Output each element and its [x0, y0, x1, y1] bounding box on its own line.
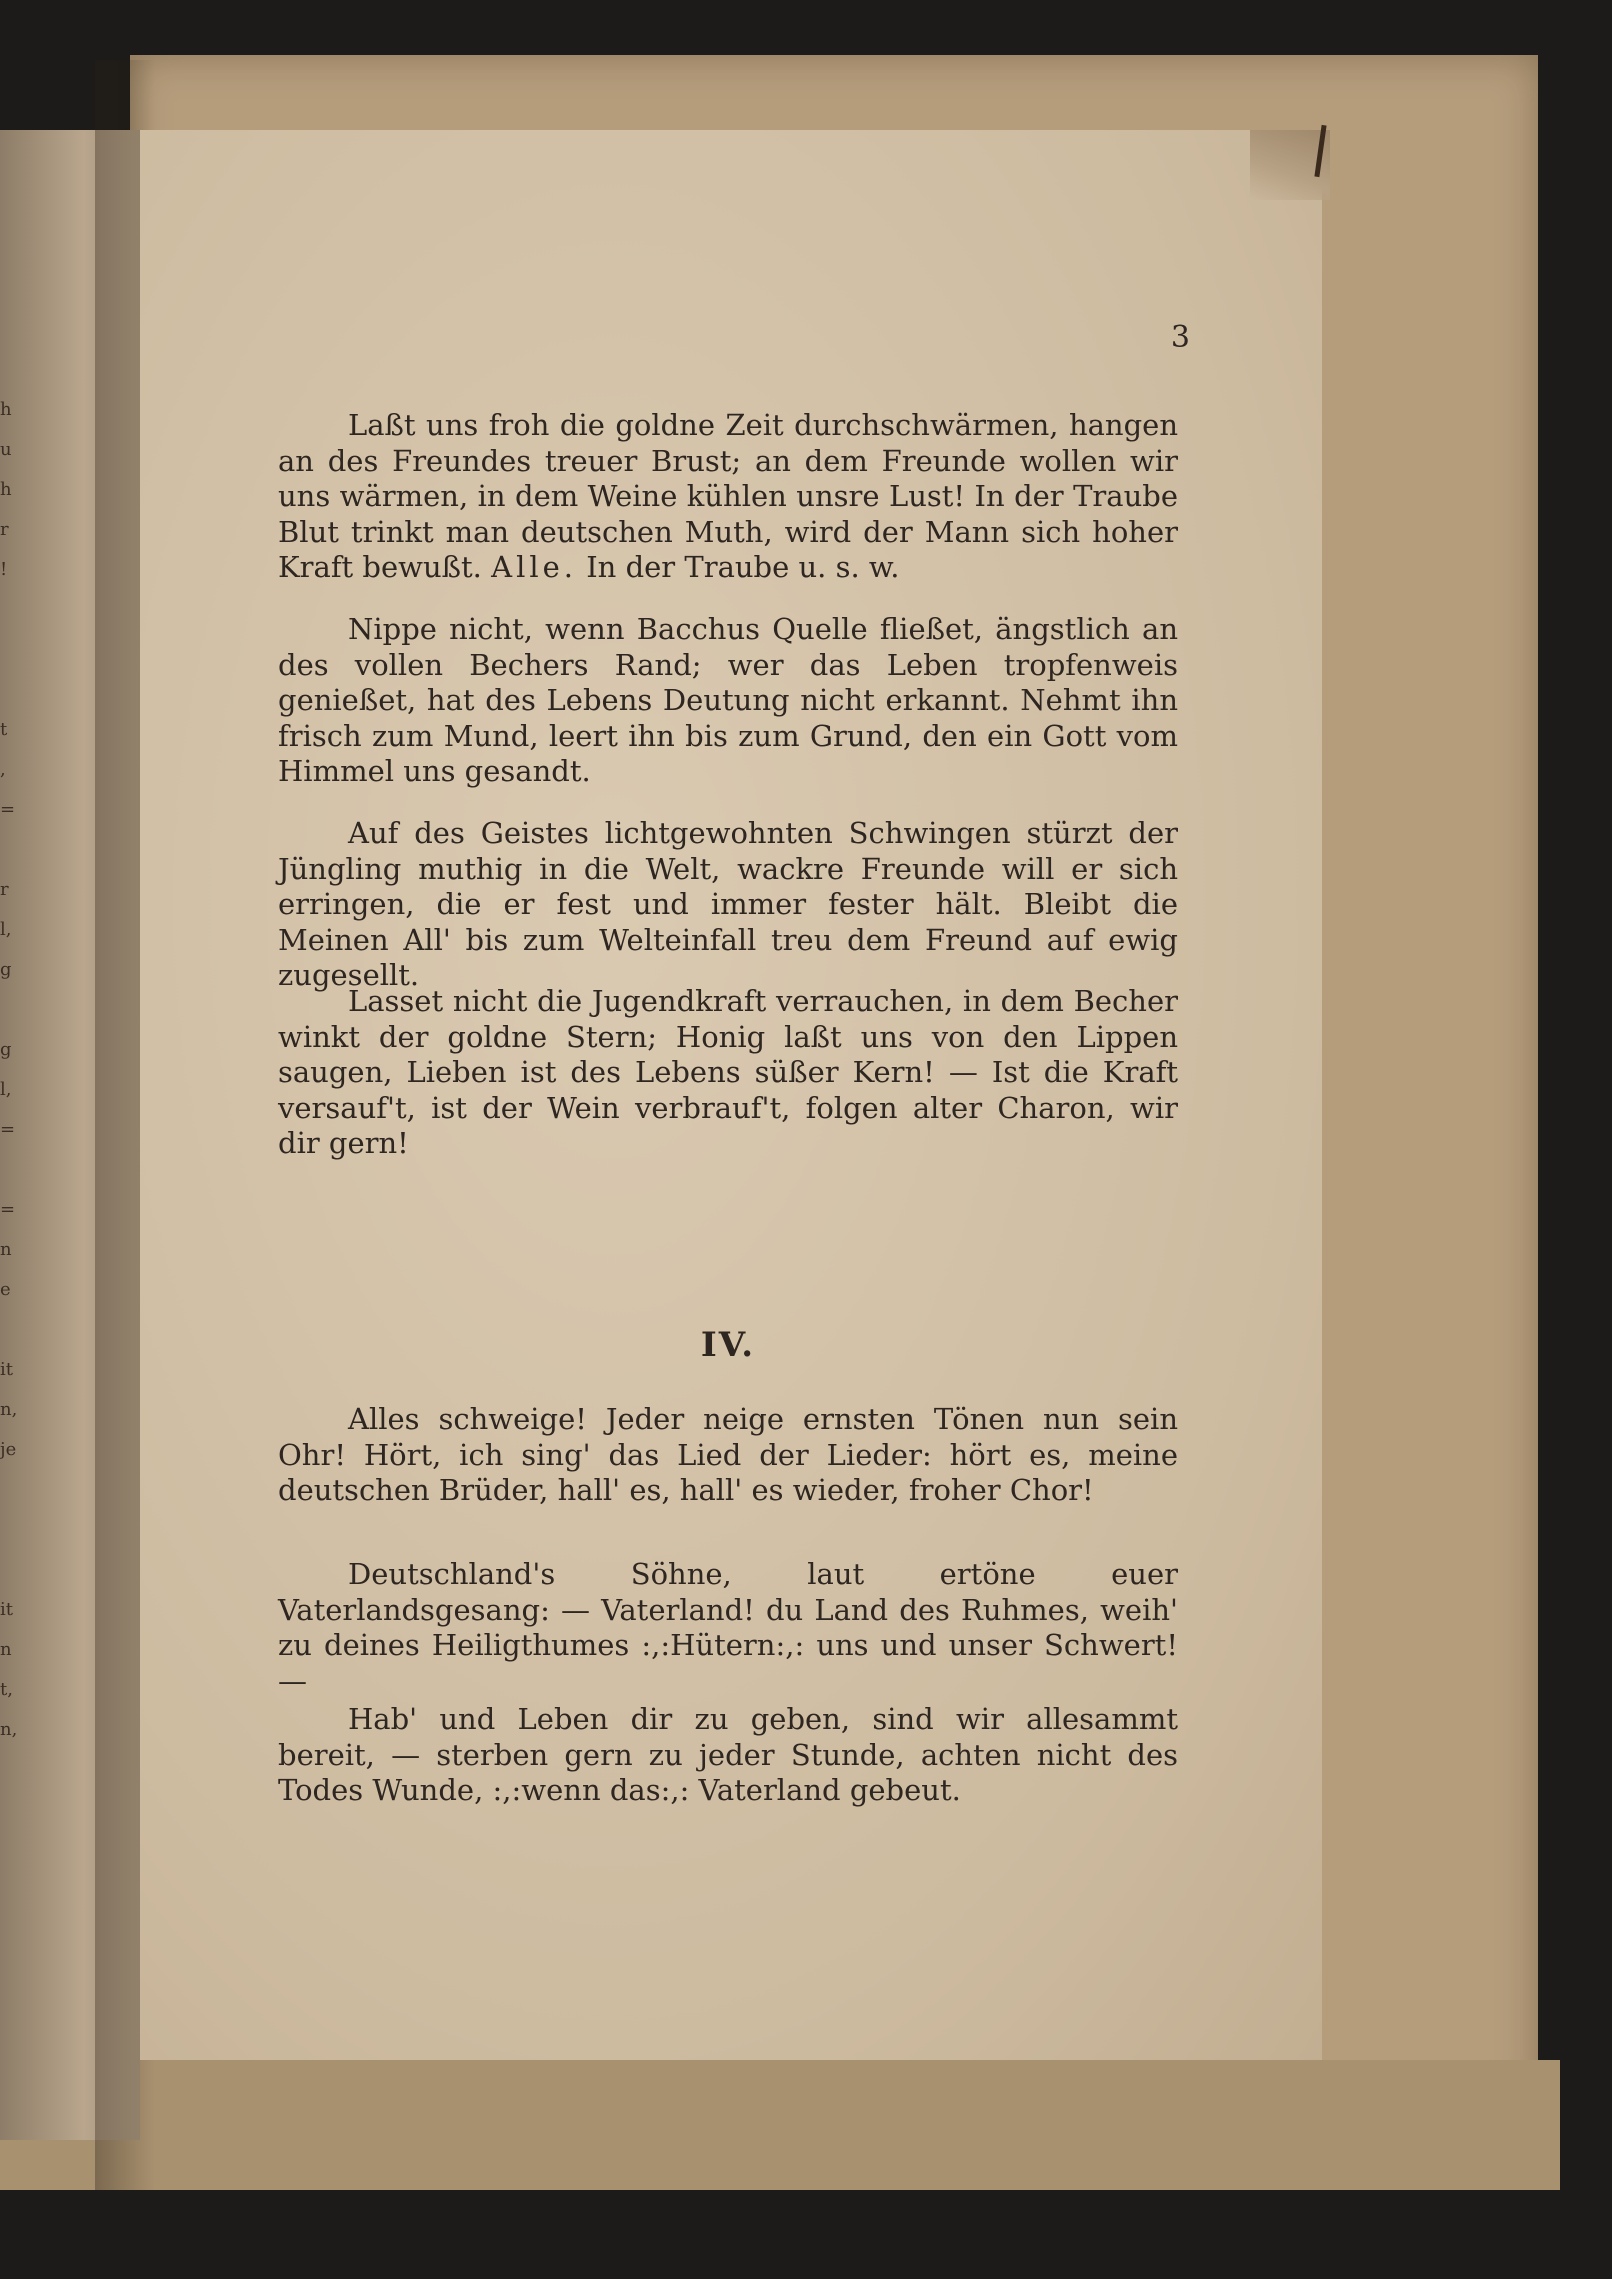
refrain-text: In der Traube u. s. w. — [586, 550, 900, 584]
page-number: 3 — [1170, 320, 1190, 355]
paragraph-1 — [278, 408, 1178, 586]
refrain-speaker: Alle. — [491, 550, 577, 584]
paragraph-3: Auf des Geistes lichtgewohnten Schwingen stürzt der Jüngling muthig in die Welt, wackre Freunde will er sich erringen, die er fest und immer fester hält. Bleibt die Meinen All' bis zum Welteinfall treu dem Freund auf ewig zugesellt. — [278, 816, 1178, 992]
paragraph-1-text: Laßt uns froh die goldne Zeit durchschwärmen, hangen an des Freundes treuer Brust; an dem Freunde wollen wir uns wärmen, in dem Weine kühlen unsre Lust! In der Traube Blut trinkt man deutschen Muth, wird der Mann sich hoher Kraft bewußt. — [278, 408, 1178, 584]
paragraph-4: Lasset nicht die Jugendkraft verrauchen, in dem Becher winkt der goldne Stern; Honig laßt uns von den Lippen saugen, Lieben ist des Lebens süßer Kern! — Ist die Kraft versauf't, ist der Wein verbrauf't, folgen alter Charon, wir dir gern! — [278, 984, 1178, 1160]
paragraph-2: Nippe nicht, wenn Bacchus Quelle fließet, ängstlich an des vollen Bechers Rand; wer das Leben tropfenweis genießet, hat des Lebens Deutung nicht erkannt. Nehmt ihn frisch zum Mund, leert ihn bis zum Grund, den ein Gott vom Himmel uns gesandt. — [278, 612, 1178, 788]
section-paragraph-1: Alles schweige! Jeder neige ernsten Tönen nun sein Ohr! Hört, ich sing' das Lied der Lieder: hört es, meine deutschen Brüder, hall' es, hall' es wieder, froher Chor! — [278, 1402, 1178, 1507]
left-page-edge-letters: h u h r ! t , = r l, g g l, = = n e it n, je it n t, n, — [0, 399, 18, 1740]
section-heading: IV. — [700, 1325, 756, 1365]
section-paragraph-3: Hab' und Leben dir zu geben, sind wir allesammt bereit, — sterben gern zu jeder Stunde, achten nicht des Todes Wunde, :,:wenn das:,: Vaterland gebeut. — [278, 1702, 1178, 1807]
section-paragraph-2: Deutschland's Söhne, laut ertöne euer Vaterlandsgesang: — Vaterland! du Land des Ruhmes, weih' zu deines Heiligthumes :,:Hütern:,: uns und unser Schwert! — — [278, 1557, 1178, 1698]
binding-board-bottom — [0, 2060, 1560, 2190]
